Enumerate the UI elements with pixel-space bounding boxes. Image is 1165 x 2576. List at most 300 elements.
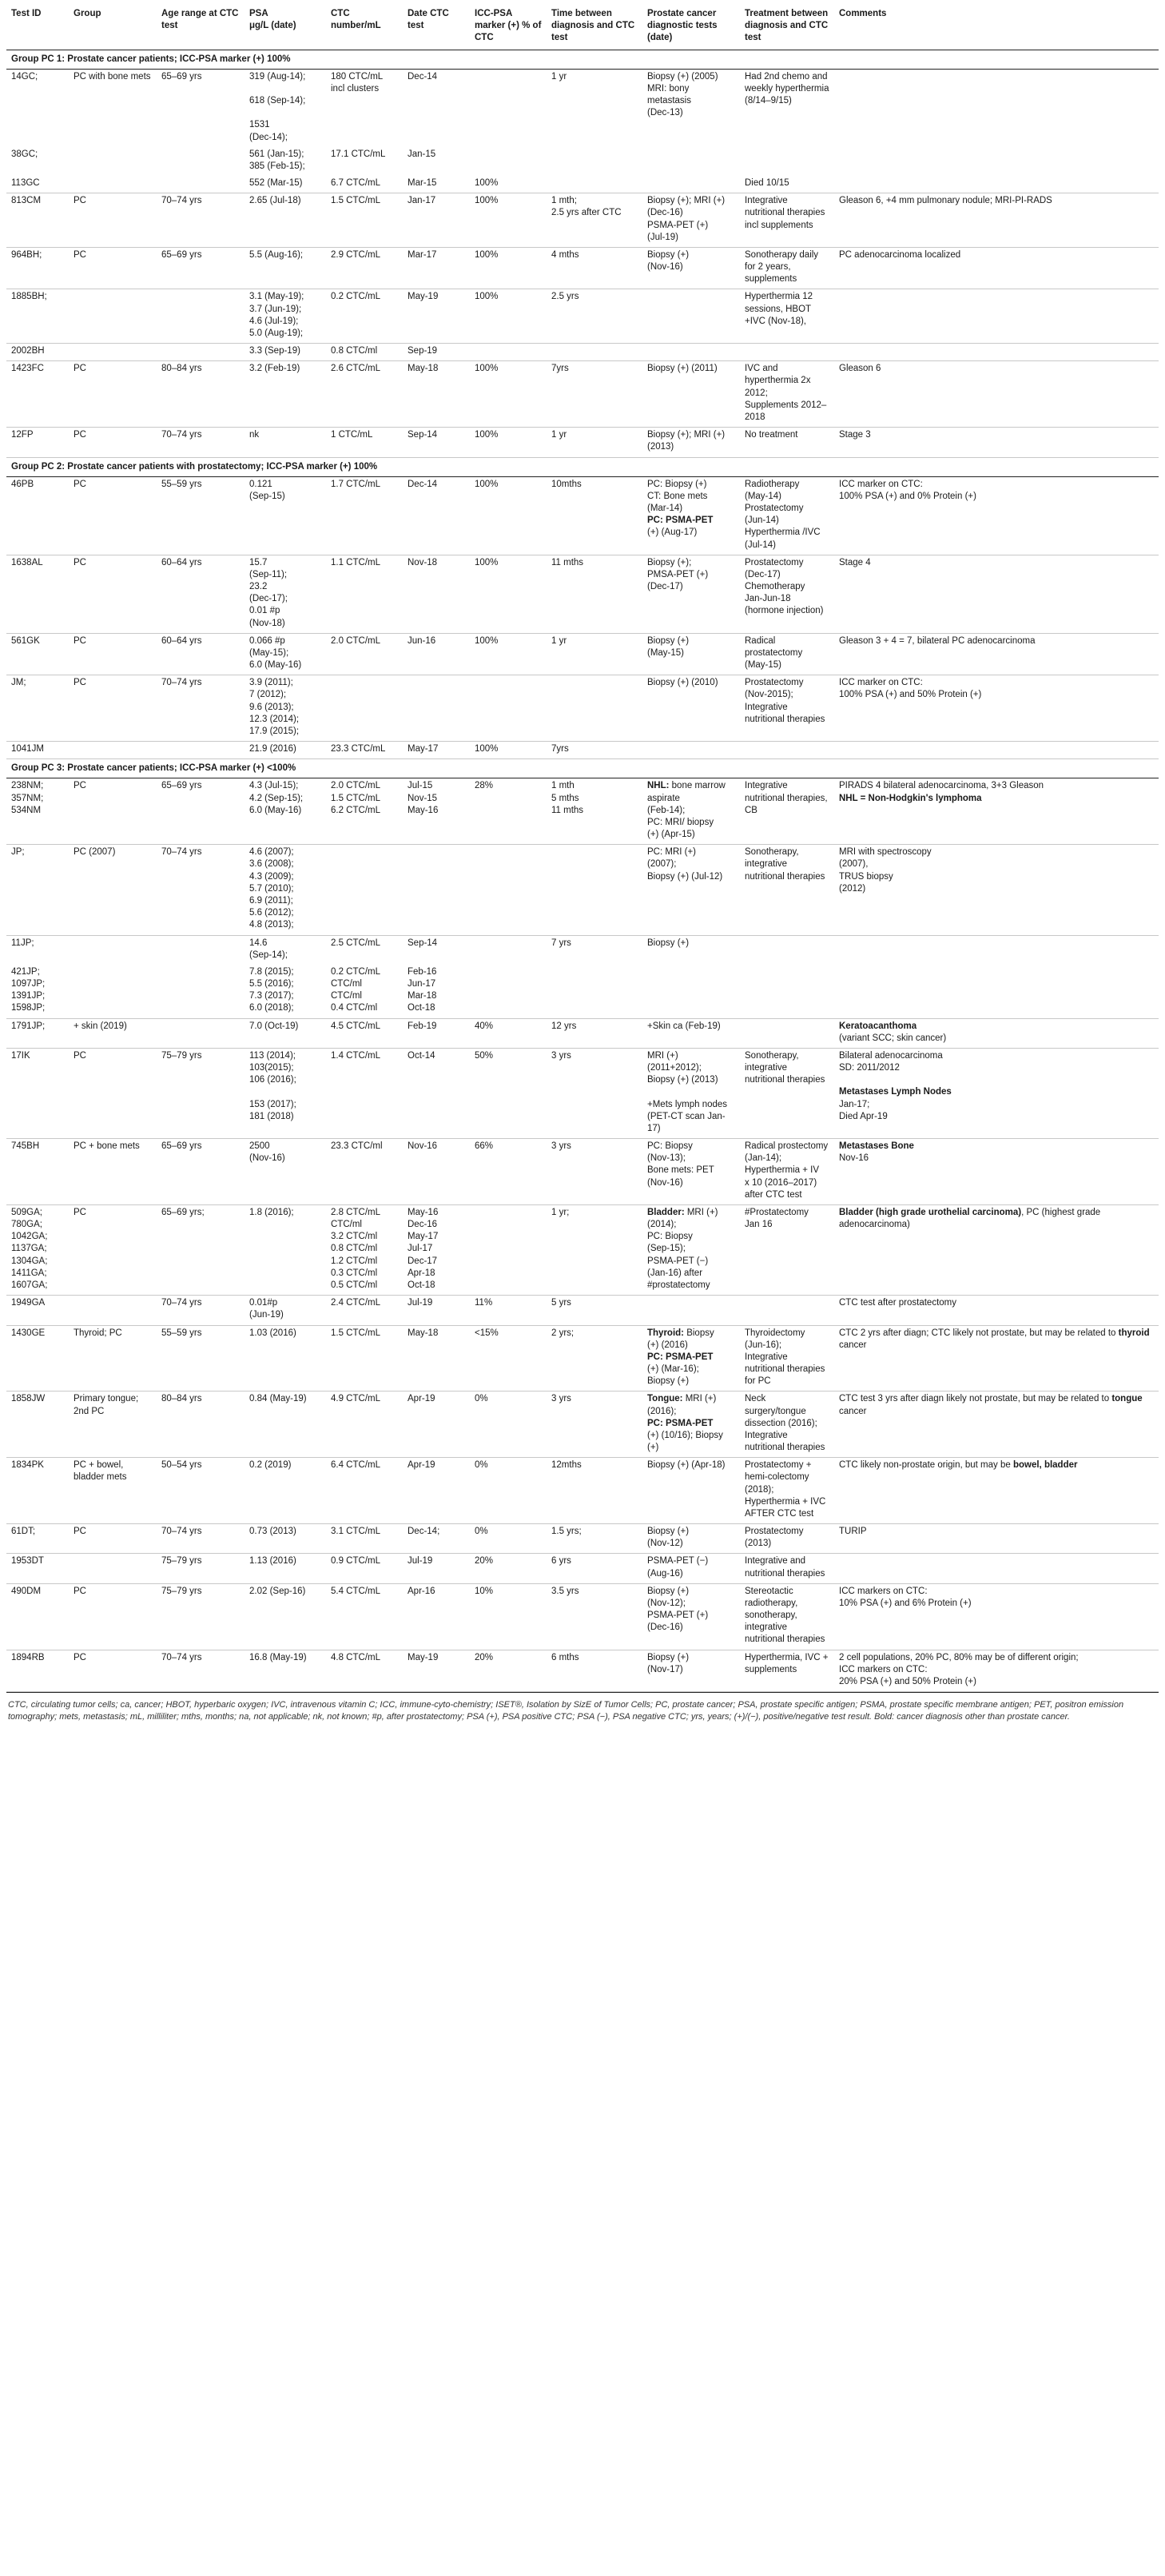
cell-time-between: 3 yrs <box>547 1392 642 1458</box>
cell-icc-psa: 100% <box>470 193 547 248</box>
cell-date-ctc: May-19 <box>403 289 470 344</box>
cell-date-ctc: Sep-14 <box>408 938 438 948</box>
cell-group <box>69 965 157 1018</box>
cell-time-between <box>547 147 642 176</box>
table-row <box>6 1392 1159 1458</box>
cell-psa: 0.066 #p (May-15); 6.0 (May-16) <box>245 633 326 675</box>
cell-group <box>69 289 157 344</box>
cell-treatment: Sonotherapy, integrative nutritional therapies <box>740 845 834 935</box>
cell-age-range: 65–69 yrs <box>157 778 245 845</box>
cell-icc-psa: 0% <box>470 1524 547 1554</box>
cell-ctc-number: 4.5 CTC/mL <box>326 1018 403 1048</box>
cell-age-range: 65–69 yrs; <box>157 1204 245 1295</box>
cell-psa: 7.0 (Oct-19) <box>245 1018 326 1048</box>
cell-time-between: 10mths <box>547 476 642 555</box>
cell-icc-psa: 100% <box>470 176 547 193</box>
cell-comments: CTC 2 yrs after diagn; CTC likely not prostate, but may be related to thyroid cancer <box>834 1325 1159 1392</box>
cell-diagnostic-tests <box>642 147 740 176</box>
table-row <box>6 1524 1159 1554</box>
cell-test-id: 1834PK <box>6 1458 69 1524</box>
cell-comments <box>834 742 1159 759</box>
cell-test-id: 238NM; 357NM; 534NM <box>6 778 69 845</box>
cell-icc-psa: <15% <box>470 1325 547 1392</box>
cell-age-range: 55–59 yrs <box>157 476 245 555</box>
group-heading: Group PC 3: Prostate cancer patients; ICC-PSA marker (+) <100% <box>6 759 1159 778</box>
cell-treatment: Radical prostectomy (Jan-14); Hyperthermia + IV x 10 (2016–2017) after CTC test <box>740 1139 834 1205</box>
cell-date-ctc: Dec-14 <box>408 71 438 82</box>
cell-psa: 2500 (Nov-16) <box>245 1139 326 1205</box>
cell-date-ctc: Apr-19 <box>403 1458 470 1524</box>
cell-icc-psa <box>470 965 547 1018</box>
header-date-ctc: Date CTC test <box>403 5 470 50</box>
cell-psa: 4.6 (2007); 3.6 (2008); 4.3 (2009); 5.7 (2010); 6.9 (2011); 5.6 (2012); 4.8 (2013); <box>245 845 326 935</box>
cell-ctc-number: 2.9 CTC/mL <box>326 247 403 289</box>
cell-diagnostic-tests <box>642 344 740 361</box>
cell-psa: 1.8 (2016); <box>245 1204 326 1295</box>
cell-diagnostic-tests: Biopsy (+) (2010) <box>642 675 740 742</box>
cell-comments <box>834 965 1159 1018</box>
table-row <box>6 476 1159 555</box>
cell-test-id: 14GC; <box>11 71 38 82</box>
cell-icc-psa: 40% <box>470 1018 547 1048</box>
table-row <box>6 1296 1159 1325</box>
cell-icc-psa: 11% <box>470 1296 547 1325</box>
cell-test-id: 113GC <box>6 176 69 193</box>
cell-group: PC <box>69 633 157 675</box>
cell-icc-psa: 66% <box>470 1139 547 1205</box>
table-row <box>6 1139 1159 1205</box>
cell-group: PC <box>69 555 157 633</box>
cell-comments: Stage 4 <box>834 555 1159 633</box>
cell-group: PC <box>69 361 157 428</box>
cell-age-range <box>157 289 245 344</box>
cell-group: PC <box>69 193 157 248</box>
table-row <box>6 69 1159 147</box>
cell-date-ctc: May-17 <box>403 742 470 759</box>
table-row <box>6 1458 1159 1524</box>
cell-date-ctc: Dec-14 <box>403 476 470 555</box>
cell-age-range <box>157 965 245 1018</box>
cell-time-between <box>547 675 642 742</box>
cell-time-between: 1 mth 5 mths 11 mths <box>547 778 642 845</box>
cell-date-ctc: Jan-15 <box>408 149 436 159</box>
cell-ctc-number: 1.1 CTC/mL <box>326 555 403 633</box>
table-row <box>6 675 1159 742</box>
table-header-row <box>6 5 1159 50</box>
cell-ctc-number: 1.5 CTC/mL <box>326 1325 403 1392</box>
cell-diagnostic-tests: PC: Biopsy (+) CT: Bone mets (Mar-14) PC: PSMA-PET (+) (Aug-17) <box>642 476 740 555</box>
cell-psa: 16.8 (May-19) <box>245 1650 326 1692</box>
cell-diagnostic-tests: Tongue: MRI (+) (2016); PC: PSMA-PET (+) (10/16); Biopsy (+) <box>642 1392 740 1458</box>
cell-test-id: 1885BH; <box>6 289 69 344</box>
cell-time-between: 1.5 yrs; <box>547 1524 642 1554</box>
cell-psa: 2.65 (Jul-18) <box>245 193 326 248</box>
cell-age-range: 75–79 yrs <box>157 1048 245 1138</box>
cell-diagnostic-tests: Biopsy (+); MRI (+) (Dec-16) PSMA-PET (+) (Jul-19) <box>642 193 740 248</box>
cell-diagnostic-tests <box>642 742 740 759</box>
cell-group: PC <box>69 428 157 457</box>
cell-time-between: 7 yrs <box>551 938 571 948</box>
cell-comments: Stage 3 <box>834 428 1159 457</box>
cell-test-id: 964BH; <box>6 247 69 289</box>
cell-icc-psa: 50% <box>470 1048 547 1138</box>
table-row <box>6 742 1159 759</box>
cell-age-range <box>157 935 245 965</box>
cell-diagnostic-tests: Biopsy (+) (Nov-17) <box>642 1650 740 1692</box>
cell-comments <box>834 69 1159 147</box>
cell-age-range: 70–74 yrs <box>157 428 245 457</box>
cell-age-range: 65–69 yrs <box>161 71 202 82</box>
cell-psa: 4.3 (Jul-15); 4.2 (Sep-15); 6.0 (May-16) <box>245 778 326 845</box>
cell-ctc-number: 0.2 CTC/mL <box>326 289 403 344</box>
cell-psa: 3.9 (2011); 7 (2012); 9.6 (2013); 12.3 (2014); 17.9 (2015); <box>245 675 326 742</box>
cell-comments <box>834 935 1159 965</box>
cell-ctc-number: 180 CTC/mL incl clusters <box>331 71 383 94</box>
cell-group: PC <box>69 1524 157 1554</box>
cell-comments: Gleason 6 <box>834 361 1159 428</box>
cell-psa: 1.13 (2016) <box>245 1554 326 1583</box>
cell-treatment: Prostatectomy (Dec-17) Chemotherapy Jan-Jun-18 (hormone injection) <box>740 555 834 633</box>
cell-comments: ICC marker on CTC: 100% PSA (+) and 0% Protein (+) <box>834 476 1159 555</box>
table-row <box>6 247 1159 289</box>
cell-group: PC <box>69 1048 157 1138</box>
cell-psa: 0.2 (2019) <box>245 1458 326 1524</box>
cell-age-range: 50–54 yrs <box>157 1458 245 1524</box>
cell-date-ctc: Mar-15 <box>403 176 470 193</box>
cell-group: PC <box>69 1650 157 1692</box>
cell-comments <box>834 1554 1159 1583</box>
cell-icc-psa: 10% <box>470 1583 547 1650</box>
cell-group: PC + bowel, bladder mets <box>69 1458 157 1524</box>
table-row <box>6 361 1159 428</box>
table-row <box>6 428 1159 457</box>
cell-ctc-number: 1.5 CTC/mL <box>326 193 403 248</box>
table-footnote: CTC, circulating tumor cells; ca, cancer; HBOT, hyperbaric oxygen; IVC, intravenous vitamin C; ICC, immune-cyto-chemistry; ISET®, Isolation by SizE of Tumor Cells; PC, prostate cancer; PSA, prostate specific antigen; PSMA, prostate specific membrane antigen; PET, positron emission tomography; mets, metastasis; mL, milliliter; mths, months; na, not applicable; nk, not known; #p, after prostatectomy; PSA (+), PSA positive CTC; PSA (−), PSA negative CTC; yrs, years; (+)/(−), positive/negative test result. Bold: cancer diagnosis other than prostate cancer. <box>6 1692 1159 1722</box>
cell-ctc-number: 1.4 CTC/mL <box>326 1048 403 1138</box>
cell-test-id: 1638AL <box>6 555 69 633</box>
cell-age-range: 80–84 yrs <box>157 361 245 428</box>
cell-icc-psa: 20% <box>470 1554 547 1583</box>
cell-ctc-number: 1 CTC/mL <box>326 428 403 457</box>
cell-age-range: 75–79 yrs <box>157 1583 245 1650</box>
cell-psa: nk <box>245 428 326 457</box>
cell-treatment: Stereotactic radiotherapy, sonotherapy, integrative nutritional therapies <box>740 1583 834 1650</box>
cell-diagnostic-tests: Biopsy (+) (Nov-12) <box>642 1524 740 1554</box>
cell-age-range: 70–74 yrs <box>157 1296 245 1325</box>
cell-comments <box>834 176 1159 193</box>
cell-diagnostic-tests <box>642 289 740 344</box>
cell-diagnostic-tests: Biopsy (+) (May-15) <box>642 633 740 675</box>
cell-group <box>69 935 157 965</box>
cell-time-between: 3 yrs <box>547 1048 642 1138</box>
cell-diagnostic-tests: Biopsy (+) <box>647 938 690 948</box>
cell-psa: 0.84 (May-19) <box>245 1392 326 1458</box>
cell-group: PC <box>69 247 157 289</box>
cell-psa: 3.1 (May-19); 3.7 (Jun-19); 4.6 (Jul-19); 5.0 (Aug-19); <box>245 289 326 344</box>
cell-treatment: Integrative nutritional therapies incl supplements <box>740 193 834 248</box>
cell-test-id: JP; <box>6 845 69 935</box>
cell-comments: Keratoacanthoma (variant SCC; skin cancer) <box>834 1018 1159 1048</box>
table-row <box>6 1650 1159 1692</box>
cell-ctc-number <box>326 845 403 935</box>
cell-psa: 5.5 (Aug-16); <box>245 247 326 289</box>
cell-comments: TURIP <box>834 1524 1159 1554</box>
cell-psa: 21.9 (2016) <box>245 742 326 759</box>
cell-group: PC <box>69 778 157 845</box>
table-row <box>6 193 1159 248</box>
cell-icc-psa <box>470 935 547 965</box>
cell-psa: 2.02 (Sep-16) <box>245 1583 326 1650</box>
cell-comments: ICC markers on CTC: 10% PSA (+) and 6% Protein (+) <box>834 1583 1159 1650</box>
cell-date-ctc: Nov-18 <box>403 555 470 633</box>
cell-age-range: 80–84 yrs <box>157 1392 245 1458</box>
cell-age-range <box>157 1018 245 1048</box>
cell-ctc-number: 17.1 CTC/mL <box>331 149 386 159</box>
table-row <box>6 555 1159 633</box>
cell-icc-psa: 100% <box>470 289 547 344</box>
cell-group: Thyroid; PC <box>69 1325 157 1392</box>
cell-diagnostic-tests: PC: Biopsy (Nov-13); Bone mets: PET (Nov-16) <box>642 1139 740 1205</box>
header-icc-psa: ICC-PSA marker (+) % of CTC <box>470 5 547 50</box>
ctc-results-table <box>6 5 1159 1692</box>
cell-date-ctc: Apr-19 <box>403 1392 470 1458</box>
table-row <box>6 289 1159 344</box>
cell-diagnostic-tests: Biopsy (+) (Apr-18) <box>642 1458 740 1524</box>
cell-ctc-number <box>326 675 403 742</box>
cell-treatment: Hyperthermia, IVC + supplements <box>740 1650 834 1692</box>
cell-icc-psa: 20% <box>470 1650 547 1692</box>
cell-treatment: Sonotherapy daily for 2 years, supplements <box>740 247 834 289</box>
table-row <box>6 1583 1159 1650</box>
cell-treatment: Sonotherapy, integrative nutritional therapies <box>740 1048 834 1138</box>
cell-ctc-number: 0.8 CTC/ml <box>326 344 403 361</box>
cell-comments <box>834 147 1159 176</box>
table-row <box>6 965 1159 1018</box>
cell-ctc-number: 4.8 CTC/mL <box>326 1650 403 1692</box>
group-heading-row <box>6 759 1159 778</box>
cell-psa: 0.121 (Sep-15) <box>245 476 326 555</box>
cell-comments: Bilateral adenocarcinoma SD: 2011/2012 Metastases Lymph Nodes Jan-17; Died Apr-19 <box>834 1048 1159 1138</box>
cell-icc-psa <box>470 845 547 935</box>
cell-treatment: No treatment <box>740 428 834 457</box>
cell-group: PC <box>69 675 157 742</box>
cell-time-between: 2 yrs; <box>547 1325 642 1392</box>
cell-test-id: 421JP; 1097JP; 1391JP; 1598JP; <box>6 965 69 1018</box>
cell-icc-psa: 100% <box>470 361 547 428</box>
cell-diagnostic-tests: +Skin ca (Feb-19) <box>642 1018 740 1048</box>
cell-age-range: 65–69 yrs <box>157 1139 245 1205</box>
cell-comments: PC adenocarcinoma localized <box>834 247 1159 289</box>
cell-psa: 7.8 (2015); 5.5 (2016); 7.3 (2017); 6.0 (2018); <box>245 965 326 1018</box>
cell-test-id: JM; <box>6 675 69 742</box>
cell-group <box>69 344 157 361</box>
cell-time-between <box>547 176 642 193</box>
header-test-id: Test ID <box>6 5 69 50</box>
table-row <box>6 1048 1159 1138</box>
table-row <box>6 778 1159 845</box>
cell-age-range: 75–79 yrs <box>157 1554 245 1583</box>
cell-date-ctc: May-18 <box>403 1325 470 1392</box>
cell-diagnostic-tests: Bladder: MRI (+) (2014); PC: Biopsy (Sep-15); PSMA-PET (−) (Jan-16) after #prostatectomy <box>642 1204 740 1295</box>
cell-time-between: 12mths <box>547 1458 642 1524</box>
cell-test-id: 2002BH <box>6 344 69 361</box>
cell-diagnostic-tests: PC: MRI (+) (2007); Biopsy (+) (Jul-12) <box>642 845 740 935</box>
cell-age-range <box>157 147 245 176</box>
cell-time-between: 1 yr; <box>547 1204 642 1295</box>
cell-icc-psa <box>470 69 547 147</box>
cell-test-id: 1858JW <box>6 1392 69 1458</box>
cell-treatment: Prostatectomy (Nov-2015); Integrative nutritional therapies <box>740 675 834 742</box>
cell-comments: ICC marker on CTC: 100% PSA (+) and 50% Protein (+) <box>834 675 1159 742</box>
cell-group: PC <box>69 1204 157 1295</box>
cell-ctc-number: 2.5 CTC/mL <box>331 938 380 948</box>
cell-icc-psa <box>470 147 547 176</box>
cell-group: PC + bone mets <box>69 1139 157 1205</box>
cell-age-range: 70–74 yrs <box>157 845 245 935</box>
cell-time-between: 4 mths <box>547 247 642 289</box>
cell-test-id: 11JP; <box>11 938 34 948</box>
cell-treatment: Hyperthermia 12 sessions, HBOT +IVC (Nov-18), <box>740 289 834 344</box>
table-row <box>6 633 1159 675</box>
cell-age-range: 60–64 yrs <box>157 555 245 633</box>
cell-ctc-number: 0.9 CTC/mL <box>326 1554 403 1583</box>
cell-psa: 552 (Mar-15) <box>245 176 326 193</box>
cell-test-id: 490DM <box>6 1583 69 1650</box>
cell-psa: 319 (Aug-14); 618 (Sep-14); 1531 (Dec-14); <box>249 71 306 142</box>
cell-ctc-number: 2.4 CTC/mL <box>326 1296 403 1325</box>
cell-icc-psa: 100% <box>470 555 547 633</box>
cell-treatment <box>740 935 834 965</box>
cell-icc-psa: 100% <box>470 633 547 675</box>
header-psa: PSA μg/L (date) <box>245 5 326 50</box>
cell-icc-psa: 100% <box>470 742 547 759</box>
table-row <box>6 176 1159 193</box>
table-row <box>6 1204 1159 1295</box>
cell-test-id: 1430GE <box>6 1325 69 1392</box>
cell-age-range: 55–59 yrs <box>157 1325 245 1392</box>
cell-icc-psa: 28% <box>470 778 547 845</box>
cell-date-ctc: May-18 <box>403 361 470 428</box>
cell-date-ctc: Dec-14; <box>403 1524 470 1554</box>
cell-treatment: Radiotherapy (May-14) Prostatectomy (Jun-14) Hyperthermia /IVC (Jul-14) <box>740 476 834 555</box>
cell-date-ctc: Sep-19 <box>403 344 470 361</box>
cell-treatment: Radical prostatectomy (May-15) <box>740 633 834 675</box>
cell-treatment: IVC and hyperthermia 2x 2012; Supplements 2012–2018 <box>740 361 834 428</box>
cell-date-ctc: Oct-14 <box>403 1048 470 1138</box>
cell-comments: Metastases Bone Nov-16 <box>834 1139 1159 1205</box>
cell-date-ctc: Jul-15 Nov-15 May-16 <box>403 778 470 845</box>
cell-group <box>69 176 157 193</box>
cell-ctc-number: 6.4 CTC/mL <box>326 1458 403 1524</box>
cell-date-ctc: Feb-19 <box>403 1018 470 1048</box>
cell-test-id: 1423FC <box>6 361 69 428</box>
cell-date-ctc: Jan-17 <box>403 193 470 248</box>
cell-treatment: Prostatectomy (2013) <box>740 1524 834 1554</box>
cell-test-id: 1953DT <box>6 1554 69 1583</box>
cell-group: PC (2007) <box>69 845 157 935</box>
cell-comments: CTC likely non-prostate origin, but may be bowel, bladder <box>834 1458 1159 1524</box>
cell-time-between: 5 yrs <box>547 1296 642 1325</box>
cell-psa: 3.2 (Feb-19) <box>245 361 326 428</box>
cell-diagnostic-tests: Biopsy (+) (Nov-16) <box>642 247 740 289</box>
cell-group <box>69 742 157 759</box>
table-row <box>6 344 1159 361</box>
cell-diagnostic-tests <box>642 965 740 1018</box>
cell-icc-psa: 100% <box>470 428 547 457</box>
cell-diagnostic-tests <box>642 176 740 193</box>
cell-treatment <box>740 1018 834 1048</box>
cell-comments: Bladder (high grade urothelial carcinoma), PC (highest grade adenocarcinoma) <box>834 1204 1159 1295</box>
cell-icc-psa: 0% <box>470 1392 547 1458</box>
cell-test-id: 1894RB <box>6 1650 69 1692</box>
cell-treatment <box>740 147 834 176</box>
cell-time-between: 3 yrs <box>547 1139 642 1205</box>
cell-group: Primary tongue; 2nd PC <box>69 1392 157 1458</box>
header-age-range: Age range at CTC test <box>157 5 245 50</box>
cell-treatment: Neck surgery/tongue dissection (2016); Integrative nutritional therapies <box>740 1392 834 1458</box>
cell-diagnostic-tests: Biopsy (+) (2011) <box>642 361 740 428</box>
cell-test-id: 1041JM <box>6 742 69 759</box>
cell-test-id: 561GK <box>6 633 69 675</box>
header-ctc-number: CTC number/mL <box>326 5 403 50</box>
cell-test-id: 813CM <box>6 193 69 248</box>
cell-test-id: 745BH <box>6 1139 69 1205</box>
cell-diagnostic-tests <box>642 1296 740 1325</box>
cell-time-between <box>547 965 642 1018</box>
header-diagnostic-tests: Prostate cancer diagnostic tests (date) <box>642 5 740 50</box>
cell-test-id: 1949GA <box>6 1296 69 1325</box>
cell-diagnostic-tests: MRI (+) (2011+2012); Biopsy (+) (2013) +Mets lymph nodes (PET-CT scan Jan-17) <box>642 1048 740 1138</box>
cell-test-id: 17IK <box>6 1048 69 1138</box>
cell-comments: MRI with spectroscopy (2007), TRUS biopsy (2012) <box>834 845 1159 935</box>
cell-time-between: 2.5 yrs <box>547 289 642 344</box>
cell-ctc-number: 6.7 CTC/mL <box>326 176 403 193</box>
cell-ctc-number: 4.9 CTC/mL <box>326 1392 403 1458</box>
cell-diagnostic-tests: NHL: bone marrow aspirate (Feb-14); PC: MRI/ biopsy (+) (Apr-15) <box>642 778 740 845</box>
table-row <box>6 1018 1159 1048</box>
cell-treatment <box>740 742 834 759</box>
cell-test-id: 509GA; 780GA; 1042GA; 1137GA; 1304GA; 1411GA; 1607GA; <box>6 1204 69 1295</box>
cell-time-between: 12 yrs <box>547 1018 642 1048</box>
cell-test-id: 46PB <box>6 476 69 555</box>
cell-time-between: 1 mth; 2.5 yrs after CTC <box>547 193 642 248</box>
cell-diagnostic-tests: Biopsy (+) (Nov-12); PSMA-PET (+) (Dec-16) <box>642 1583 740 1650</box>
cell-group <box>69 147 157 176</box>
header-comments: Comments <box>834 5 1159 50</box>
cell-date-ctc: Mar-17 <box>403 247 470 289</box>
cell-time-between: 1 yr <box>551 71 567 82</box>
cell-date-ctc <box>403 675 470 742</box>
cell-diagnostic-tests: PSMA-PET (−) (Aug-16) <box>642 1554 740 1583</box>
cell-test-id: 61DT; <box>6 1524 69 1554</box>
table-row <box>6 935 1159 965</box>
cell-icc-psa <box>470 1204 547 1295</box>
cell-treatment: Integrative nutritional therapies, CB <box>740 778 834 845</box>
cell-psa: 15.7 (Sep-11); 23.2 (Dec-17); 0.01 #p (Nov-18) <box>245 555 326 633</box>
cell-treatment: #Prostatectomy Jan 16 <box>740 1204 834 1295</box>
cell-icc-psa: 0% <box>470 1458 547 1524</box>
cell-psa: 561 (Jan-15); 385 (Feb-15); <box>249 149 305 171</box>
cell-date-ctc: May-19 <box>403 1650 470 1692</box>
cell-age-range: 70–74 yrs <box>157 675 245 742</box>
cell-psa: 14.6 (Sep-14); <box>249 938 288 960</box>
cell-treatment <box>740 965 834 1018</box>
cell-group: PC <box>69 476 157 555</box>
cell-treatment: Integrative and nutritional therapies <box>740 1554 834 1583</box>
cell-psa: 0.01#p (Jun-19) <box>245 1296 326 1325</box>
cell-comments <box>834 289 1159 344</box>
cell-ctc-number: 1.7 CTC/mL <box>326 476 403 555</box>
